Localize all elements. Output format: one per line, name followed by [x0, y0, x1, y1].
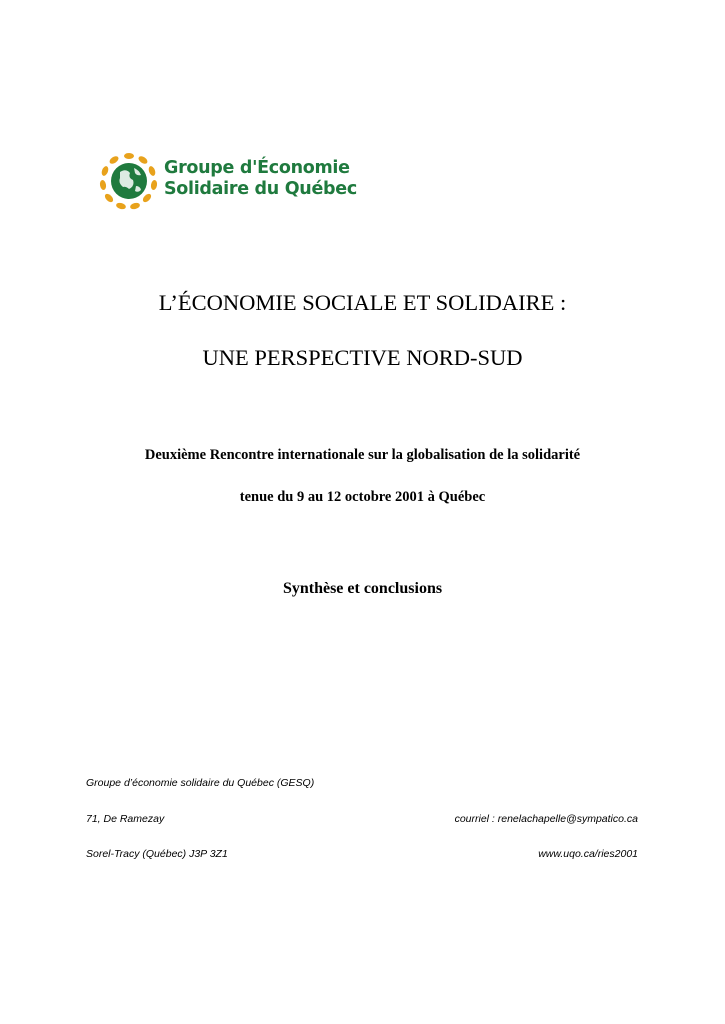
footer-website: www.uqo.ca/ries2001: [538, 848, 638, 860]
document-subtitle: Synthèse et conclusions: [282, 580, 443, 597]
document-title-line-2: UNE PERSPECTIVE NORD-SUD: [202, 345, 523, 370]
document-title-line-1: L’ÉCONOMIE SOCIALE ET SOLIDAIRE :: [158, 290, 567, 315]
footer-email: courriel : renelachapelle@sympatico.ca: [454, 813, 638, 825]
gesq-logo: [98, 150, 357, 212]
footer-address-line-1: 71, De Ramezay: [86, 813, 165, 825]
footer-address-line-2: Sorel-Tracy (Québec) J3P 3Z1: [86, 848, 228, 860]
logo-line-2: Solidaire du Québec: [164, 179, 357, 199]
logo-wordmark: [164, 158, 357, 200]
event-dates: tenue du 9 au 12 octobre 2001 à Québec: [239, 489, 486, 505]
event-name: Deuxième Rencontre internationale sur la globalisation de la solidarité: [144, 447, 581, 463]
footer-organization: Groupe d’économie solidaire du Québec (GESQ): [86, 777, 315, 789]
logo-line-1: Groupe d'Économie: [164, 158, 350, 178]
globe-wreath-icon: [98, 150, 160, 212]
